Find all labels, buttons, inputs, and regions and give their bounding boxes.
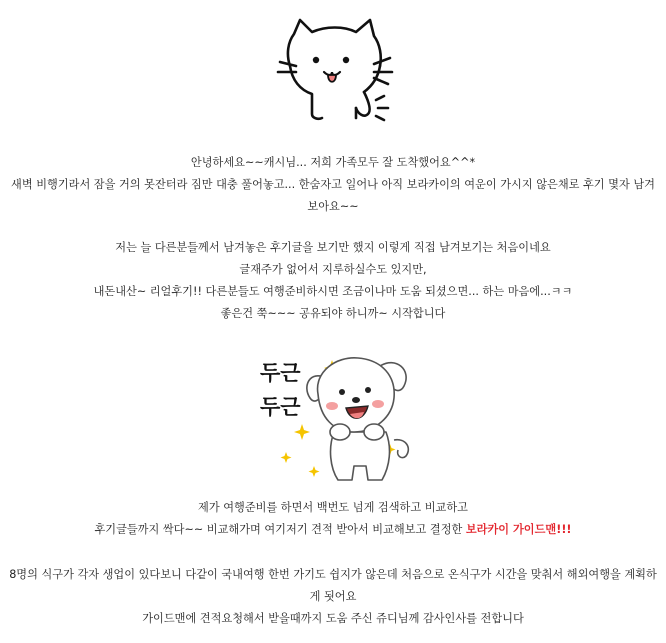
guide-man-highlight: 보라카이 가이드맨!!! bbox=[465, 523, 572, 536]
prep-paragraph bbox=[6, 497, 660, 541]
dog-sticker-icon bbox=[256, 348, 416, 486]
prep-line-2 bbox=[6, 519, 660, 541]
family-paragraph bbox=[6, 564, 660, 630]
cat-sticker-icon bbox=[276, 14, 394, 124]
story-line-3: 내돈내산~ 리얼후기!! 다른분들도 여행준비하시면 조금이나마 도움 되셨으면... 하는 마음에...ㅋㅋ bbox=[93, 285, 573, 298]
story-line-2: 글재주가 없어서 지루하실수도 있지만, bbox=[239, 263, 427, 276]
prep-line-1: 제가 여행준비를 하면서 백번도 넘게 검색하고 비교하고 bbox=[198, 501, 468, 514]
story-line-4: 좋은건 쭉~~~ 공유되야 하니까~ 시작합니다 bbox=[220, 307, 446, 320]
intro-line-1: 안녕하세요~~캐시님... 저희 가족모두 잘 도착했어요^^* bbox=[190, 156, 476, 169]
family-line-2: 가이드맨에 견적요청해서 받을때까지 도움 주신 쥬디님께 감사인사를 전합니다 bbox=[142, 612, 524, 625]
story-paragraph bbox=[6, 237, 660, 325]
intro-paragraph bbox=[6, 152, 660, 218]
dog-sticker-text-bottom: 두근 bbox=[260, 395, 301, 419]
prep-line-2-text: 후기글들까지 싹다~~ 비교해가며 여기저기 견적 받아서 비교해보고 결정한 bbox=[94, 523, 466, 536]
story-line-1: 저는 늘 다른분들께서 남겨놓은 후기글을 보기만 했지 이렇게 직접 남겨보기는 처음이네요 bbox=[115, 241, 551, 254]
intro-line-2: 새벽 비행기라서 잠을 거의 못잔터라 짐만 대충 풀어놓고... 한숨자고 일어나 아직 보라카이의 여운이 가시지 않은채로 후기 몇자 남겨보아요~~ bbox=[11, 178, 655, 213]
family-line-1: 8명의 식구가 각자 생업이 있다보니 다같이 국내여행 한번 가기도 쉽지가 않은데 처음으로 온식구가 시간을 맞춰서 해외여행을 계획하게 됫어요 bbox=[9, 568, 657, 603]
dog-sticker-text-top: 두근 bbox=[260, 361, 301, 385]
